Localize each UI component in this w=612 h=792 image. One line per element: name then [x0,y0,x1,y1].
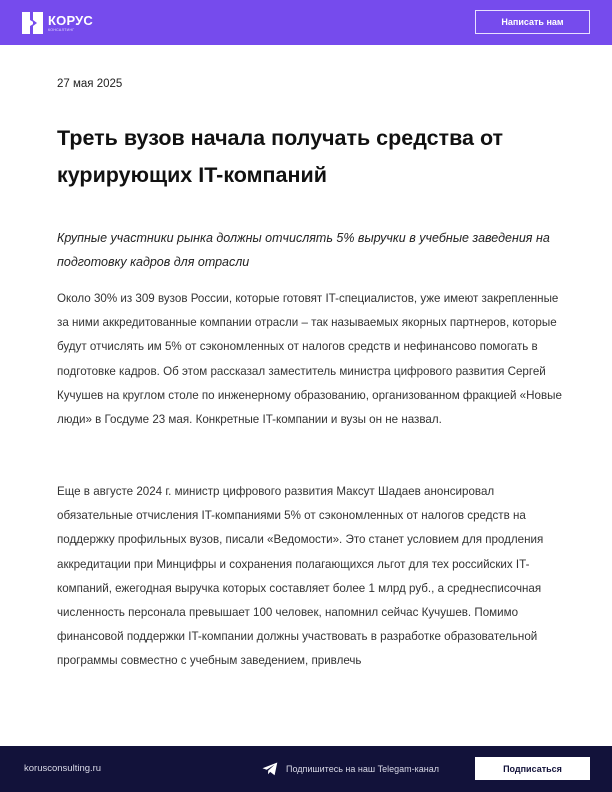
article-date: 27 мая 2025 [57,78,123,90]
korus-logo-mark-icon [22,12,43,34]
site-link[interactable]: korusconsulting.ru [24,763,102,774]
telegram-subscribe-text[interactable]: Подпишитесь на наш Telegam-канал [286,764,439,774]
write-us-button[interactable]: Написать нам [475,10,590,34]
logo-name: КОРУС [48,12,94,28]
bottom-bar [0,746,612,792]
article-title: Треть вузов начала получать средства от курирующих IT-компаний [57,126,504,187]
top-bar [0,0,612,45]
logo-subtitle: КОНСАЛТИНГ [48,27,75,32]
article-lead: Крупные участники рынка должны отчислять 5% выручки в учебные заведения на подготовку кадров для отрасли [57,231,550,269]
subscribe-button[interactable]: Подписаться [475,757,590,780]
article-paragraph: Еще в августе 2024 г. министр цифрового развития Максут Шадаев анонсировал обязательные отчисления IT-компаниями 5% от сэкономленных от налогов средств на поддержку профильных вузов, писали «Ведомости». Это станет условием для продления аккредитации при Минцифры и сохранения полагающихся льгот для тех российских IT-компаний, ежегодная выручка которых составляет более 1 млрд руб., а среднесписочная численность персонала превышает 100 человек, напомнил сейчас Кучушев. Помимо финансовой поддержки IT-компании должны участвовать в разработке образовательной программы совместно с учебным заведением, привлечь [57,485,544,668]
korus-logo[interactable] [22,11,93,35]
logo-text [48,14,93,33]
article-paragraph: Около 30% из 309 вузов России, которые готовят IT-специалистов, уже имеют закрепленные за ними аккредитованные компании отрасли – так называемых якорных партнеров, которые будут отчислять им 5% от сэкономленных от налогов средств и нефинансово помогать в подготовке кадров. Об этом рассказал заместитель министра цифрового развития Сергей Кучушев на круглом столе по инженерному образованию, организованном фракцией «Новые люди» в Госдуме 23 мая. Конкретные IT-компании и вузы он не назвал. [57,292,562,427]
telegram-icon [262,762,278,776]
